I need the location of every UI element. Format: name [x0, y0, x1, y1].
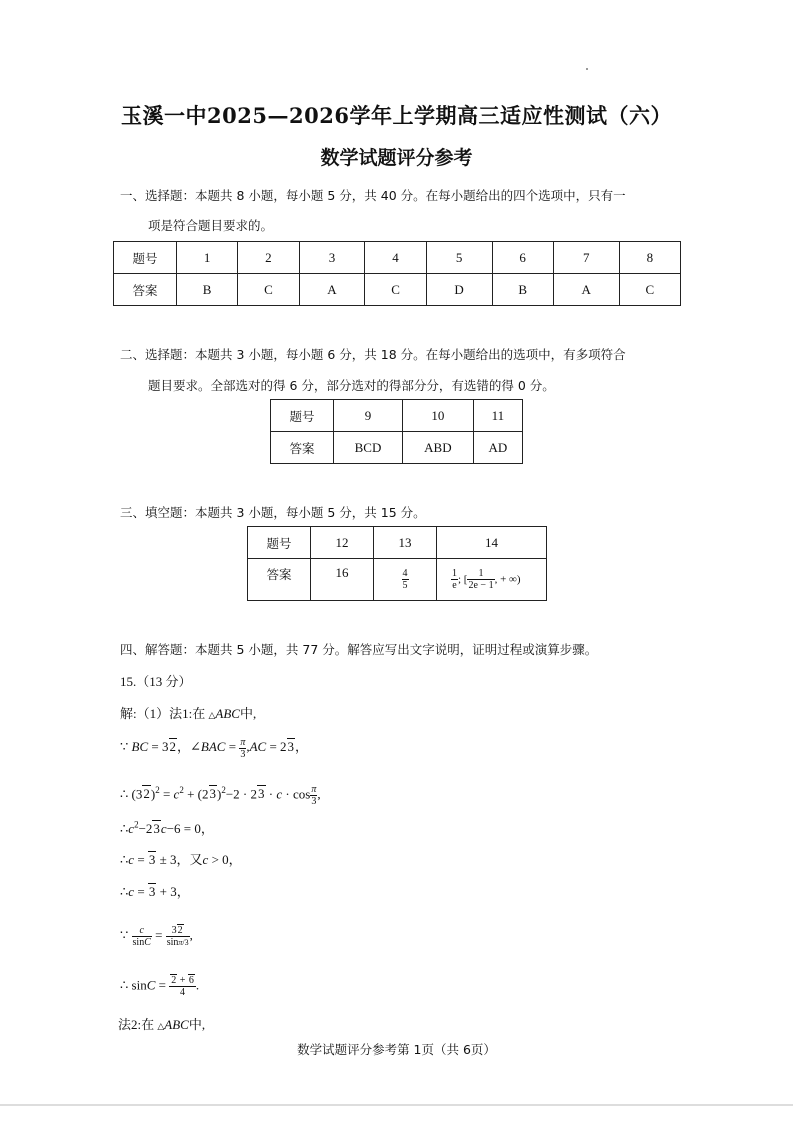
- formula-sine-law: ∵ $\frac{c}{\sin C}$ = $\frac{32}{\sin\pi/3}$ ,: [120, 925, 193, 948]
- answer-cell: B: [177, 274, 238, 306]
- formula-c-value: ∴c = 3 + 3，: [120, 884, 190, 899]
- question-number: 8: [619, 242, 680, 274]
- answer-cell: A: [553, 274, 619, 306]
- formula-cosine-law: ∴ $(32)^2 = c^2 + (23)^2-2 \cdot 23 \cdot c \cdot \cos$ $\frac{\pi}{3}$ ,: [120, 784, 321, 807]
- question-number: 4: [365, 242, 426, 274]
- question-number: 14: [437, 527, 547, 559]
- section3-instructions-line1: 三、填空题：本题共 3 小题，每小题 5 分，共 15 分。: [120, 505, 426, 520]
- fraction: $\frac{1}{2e - 1}$: [468, 568, 494, 591]
- answer-cell: AD: [473, 432, 522, 464]
- fraction: $\frac{1}{e}$: [452, 568, 457, 591]
- formula-quadratic: $\therefore c^2-23c-6 = 0$，: [120, 819, 214, 836]
- page-bottom-edge: [0, 1104, 793, 1106]
- section2-instructions-line1: 二、选择题：本题共 3 小题，每小题 6 分，共 18 分。在每小题给出的选项中，有多项符合: [120, 347, 626, 362]
- page-title: 玉溪一中2025—2026学年上学期高三适应性测试（六）: [121, 103, 672, 128]
- solution-intro: 解:（1）法1:在 △ABC中,: [120, 706, 257, 721]
- answer-cell: C: [238, 274, 299, 306]
- fraction: $\frac{4}{5}$: [402, 568, 408, 591]
- answer-cell-fraction: [374, 559, 437, 601]
- answer-cell: A: [299, 274, 365, 306]
- section4-instructions: 四、解答题：本题共 5 小题，共 77 分。解答应写出文字说明，证明过程或演算步骤。: [120, 642, 598, 657]
- section3-answer-table: [247, 526, 547, 601]
- section1-instructions-line2: 项是符合题目要求的。: [148, 218, 274, 233]
- formula-given: ∵ BC = 32，∠BAC = $\frac{\pi}{3}$ ,AC = 23，: [120, 736, 309, 760]
- row-label-number: 题号: [271, 400, 334, 432]
- question-number: 2: [238, 242, 299, 274]
- question-number: 12: [311, 527, 374, 559]
- question-number: 1: [177, 242, 238, 274]
- page-footer: 数学试题评分参考第 1页（共 6页）: [297, 1042, 496, 1057]
- section1-answer-table: [113, 241, 681, 306]
- question-number: 5: [426, 242, 492, 274]
- question-number: 6: [492, 242, 553, 274]
- stray-dot: [586, 68, 588, 70]
- row-label-answer: 答案: [271, 432, 334, 464]
- row-label-number: 题号: [248, 527, 311, 559]
- section2-answer-table: [270, 399, 523, 464]
- question-15-heading: 15.（13 分）: [120, 674, 192, 689]
- question-number: 3: [299, 242, 365, 274]
- row-label-answer: 答案: [248, 559, 311, 601]
- answer-cell: C: [365, 274, 426, 306]
- row-label-answer: 答案: [114, 274, 177, 306]
- formula-roots: ∴c = 3 ± 3，又c > 0，: [120, 852, 242, 867]
- formula-sinC: ∴ sinC = $\frac{2 + 6}{4}$ .: [120, 975, 200, 998]
- section2-instructions-line2: 题目要求。全部选对的得 6 分，部分选对的得部分分，有选错的得 0 分。: [148, 378, 555, 393]
- answer-cell: C: [619, 274, 680, 306]
- question-number: 13: [374, 527, 437, 559]
- row-label-number: 题号: [114, 242, 177, 274]
- answer-cell: B: [492, 274, 553, 306]
- answer-cell: 16: [311, 559, 374, 601]
- question-number: 9: [334, 400, 403, 432]
- answer-cell-expression: $\frac{1}{e}$ ; [ $\frac{1}{2e - 1}$ , + ∞): [437, 559, 547, 601]
- question-number: 10: [402, 400, 473, 432]
- method-2-intro: 法2:在 △ABC中,: [118, 1017, 206, 1032]
- question-number: 7: [553, 242, 619, 274]
- section1-instructions-line1: 一、选择题：本题共 8 小题，每小题 5 分，共 40 分。在每小题给出的四个选项中，只有一: [120, 188, 626, 203]
- answer-cell: ABD: [402, 432, 473, 464]
- page-subtitle: 数学试题评分参考: [320, 147, 473, 169]
- answer-cell: BCD: [334, 432, 403, 464]
- question-number: 11: [473, 400, 522, 432]
- answer-cell: D: [426, 274, 492, 306]
